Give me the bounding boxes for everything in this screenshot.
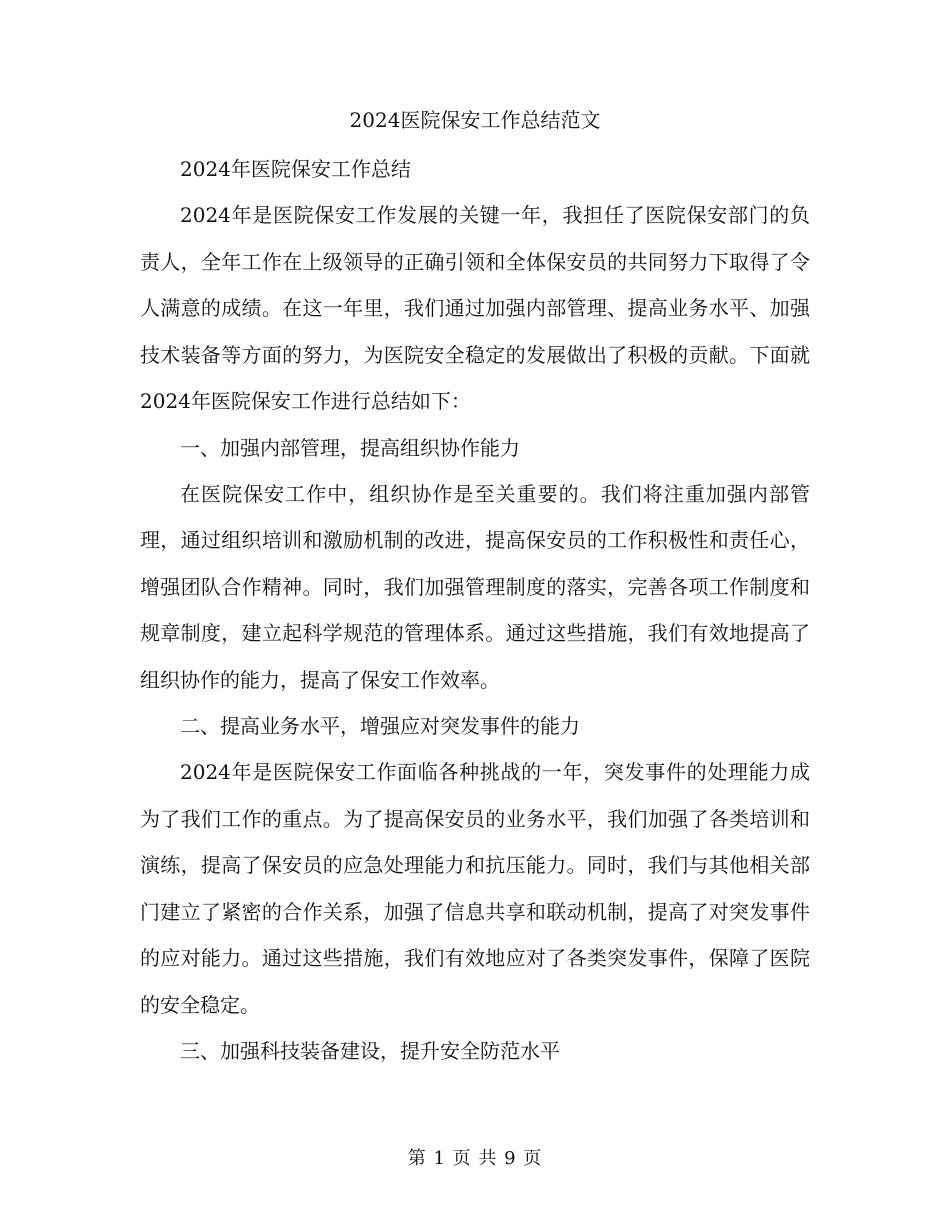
document-body (140, 100, 810, 1074)
page-number-footer: 第 1 页 共 9 页 (407, 1148, 543, 1169)
document-title: 2024医院保安工作总结范文 (349, 108, 601, 132)
section-heading-3: 三、加强科技装备建设，提升安全防范水平 (180, 1039, 560, 1063)
document-subtitle: 2024年医院保安工作总结 (180, 157, 411, 181)
section-heading-1: 一、加强内部管理，提高组织协作能力 (180, 435, 520, 460)
intro-paragraph: 2024年是医院保安工作发展的关键一年，我担任了医院保安部门的负责人，全年工作在上级领导的正确引领和全体保安员的共同努力下取得了令人满意的成绩。在这一年里，我们通过加强内部管理、提高业务水平、加强技术装备等方面的努力，为医院安全稳定的发展做出了积极的贡献。下面就2024年医院保安工作进行总结如下： (140, 203, 810, 413)
section-body-1: 在医院保安工作中，组织协作是至关重要的。我们将注重加强内部管理，通过组织培训和激励机制的改进，提高保安员的工作积极性和责任心，增强团队合作精神。同时，我们加强管理制度的落实，完善各项工作制度和规章制度，建立起科学规范的管理体系。通过这些措施，我们有效地提高了组织协作的能力，提高了保安工作效率。 (140, 481, 810, 692)
section-body-2: 2024年是医院保安工作面临各种挑战的一年，突发事件的处理能力成为了我们工作的重点。为了提高保安员的业务水平，我们加强了各类培训和演练，提高了保安员的应急处理能力和抗压能力。同时，我们与其他相关部门建立了紧密的合作关系，加强了信息共享和联动机制，提高了对突发事件的应对能力。通过这些措施，我们有效地应对了各类突发事件，保障了医院的安全稳定。 (140, 760, 810, 1017)
section-heading-2: 二、提高业务水平，增强应对突发事件的能力 (180, 714, 580, 738)
